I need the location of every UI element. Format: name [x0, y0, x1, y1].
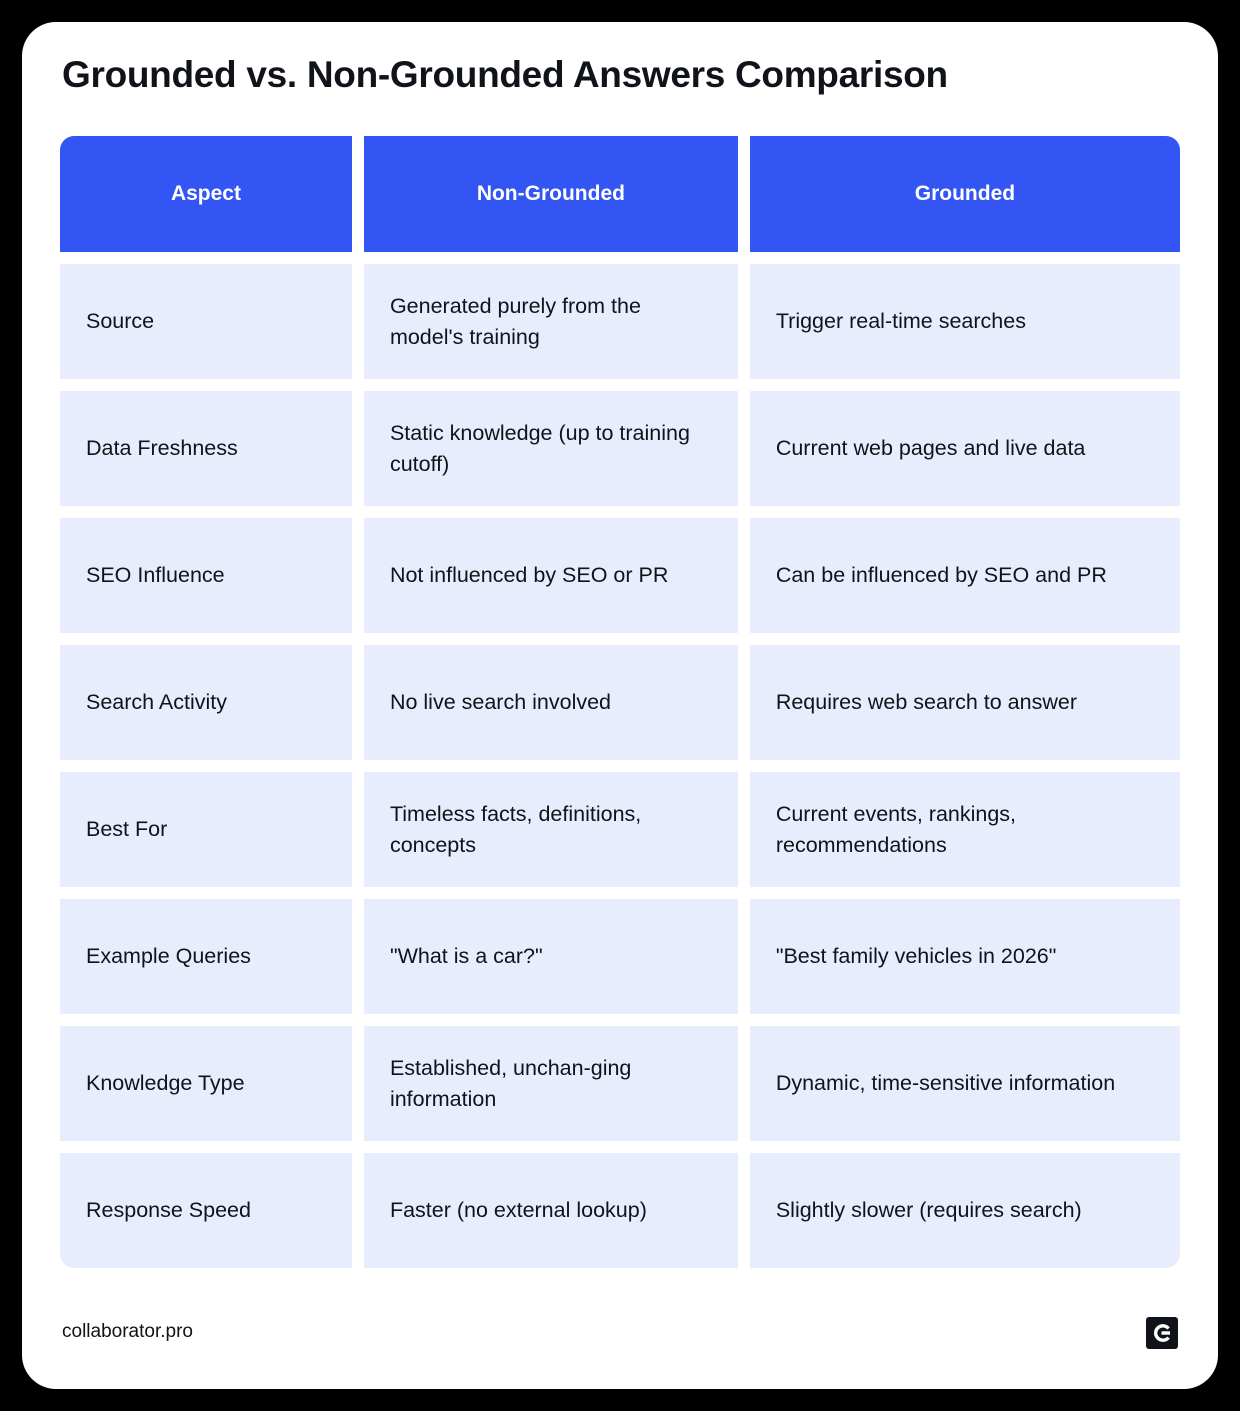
table-row — [60, 645, 1180, 760]
cell-non-grounded: Generated purely from the model's training — [364, 264, 738, 379]
table-row — [60, 899, 1180, 1014]
table-header-row — [60, 136, 1180, 252]
cell-aspect: Search Activity — [60, 645, 352, 760]
cell-aspect: Knowledge Type — [60, 1026, 352, 1141]
cell-non-grounded: "What is a car?" — [364, 899, 738, 1014]
cell-grounded: Current web pages and live data — [750, 391, 1180, 506]
column-header-non-grounded: Non-Grounded — [364, 136, 738, 252]
cell-aspect: Data Freshness — [60, 391, 352, 506]
table-row — [60, 1153, 1180, 1268]
cell-grounded: Slightly slower (requires search) — [750, 1153, 1180, 1268]
cell-aspect: Source — [60, 264, 352, 379]
comparison-table — [60, 136, 1180, 1280]
cell-aspect: Response Speed — [60, 1153, 352, 1268]
footer — [62, 1317, 1178, 1351]
table-row — [60, 518, 1180, 633]
cell-aspect: Example Queries — [60, 899, 352, 1014]
cell-non-grounded: Established, unchan-ging information — [364, 1026, 738, 1141]
page-title: Grounded vs. Non-Grounded Answers Comparison — [62, 54, 948, 95]
cell-non-grounded: Static knowledge (up to training cutoff) — [364, 391, 738, 506]
infographic-card — [22, 22, 1218, 1389]
cell-non-grounded: No live search involved — [364, 645, 738, 760]
cell-aspect: SEO Influence — [60, 518, 352, 633]
cell-grounded: Dynamic, time-sensitive information — [750, 1026, 1180, 1141]
table-row — [60, 772, 1180, 887]
cell-grounded: Can be influenced by SEO and PR — [750, 518, 1180, 633]
cell-aspect: Best For — [60, 772, 352, 887]
cell-grounded: Requires web search to answer — [750, 645, 1180, 760]
collaborator-logo-icon — [1146, 1317, 1178, 1349]
column-header-grounded: Grounded — [750, 136, 1180, 252]
cell-grounded: "Best family vehicles in 2026" — [750, 899, 1180, 1014]
table-row — [60, 1026, 1180, 1141]
site-name: collaborator.pro — [62, 1321, 193, 1342]
cell-non-grounded: Timeless facts, definitions, concepts — [364, 772, 738, 887]
column-header-aspect: Aspect — [60, 136, 352, 252]
table-row — [60, 264, 1180, 379]
cell-grounded: Trigger real-time searches — [750, 264, 1180, 379]
cell-non-grounded: Not influenced by SEO or PR — [364, 518, 738, 633]
cell-non-grounded: Faster (no external lookup) — [364, 1153, 738, 1268]
cell-grounded: Current events, rankings, recommendations — [750, 772, 1180, 887]
table-row — [60, 391, 1180, 506]
